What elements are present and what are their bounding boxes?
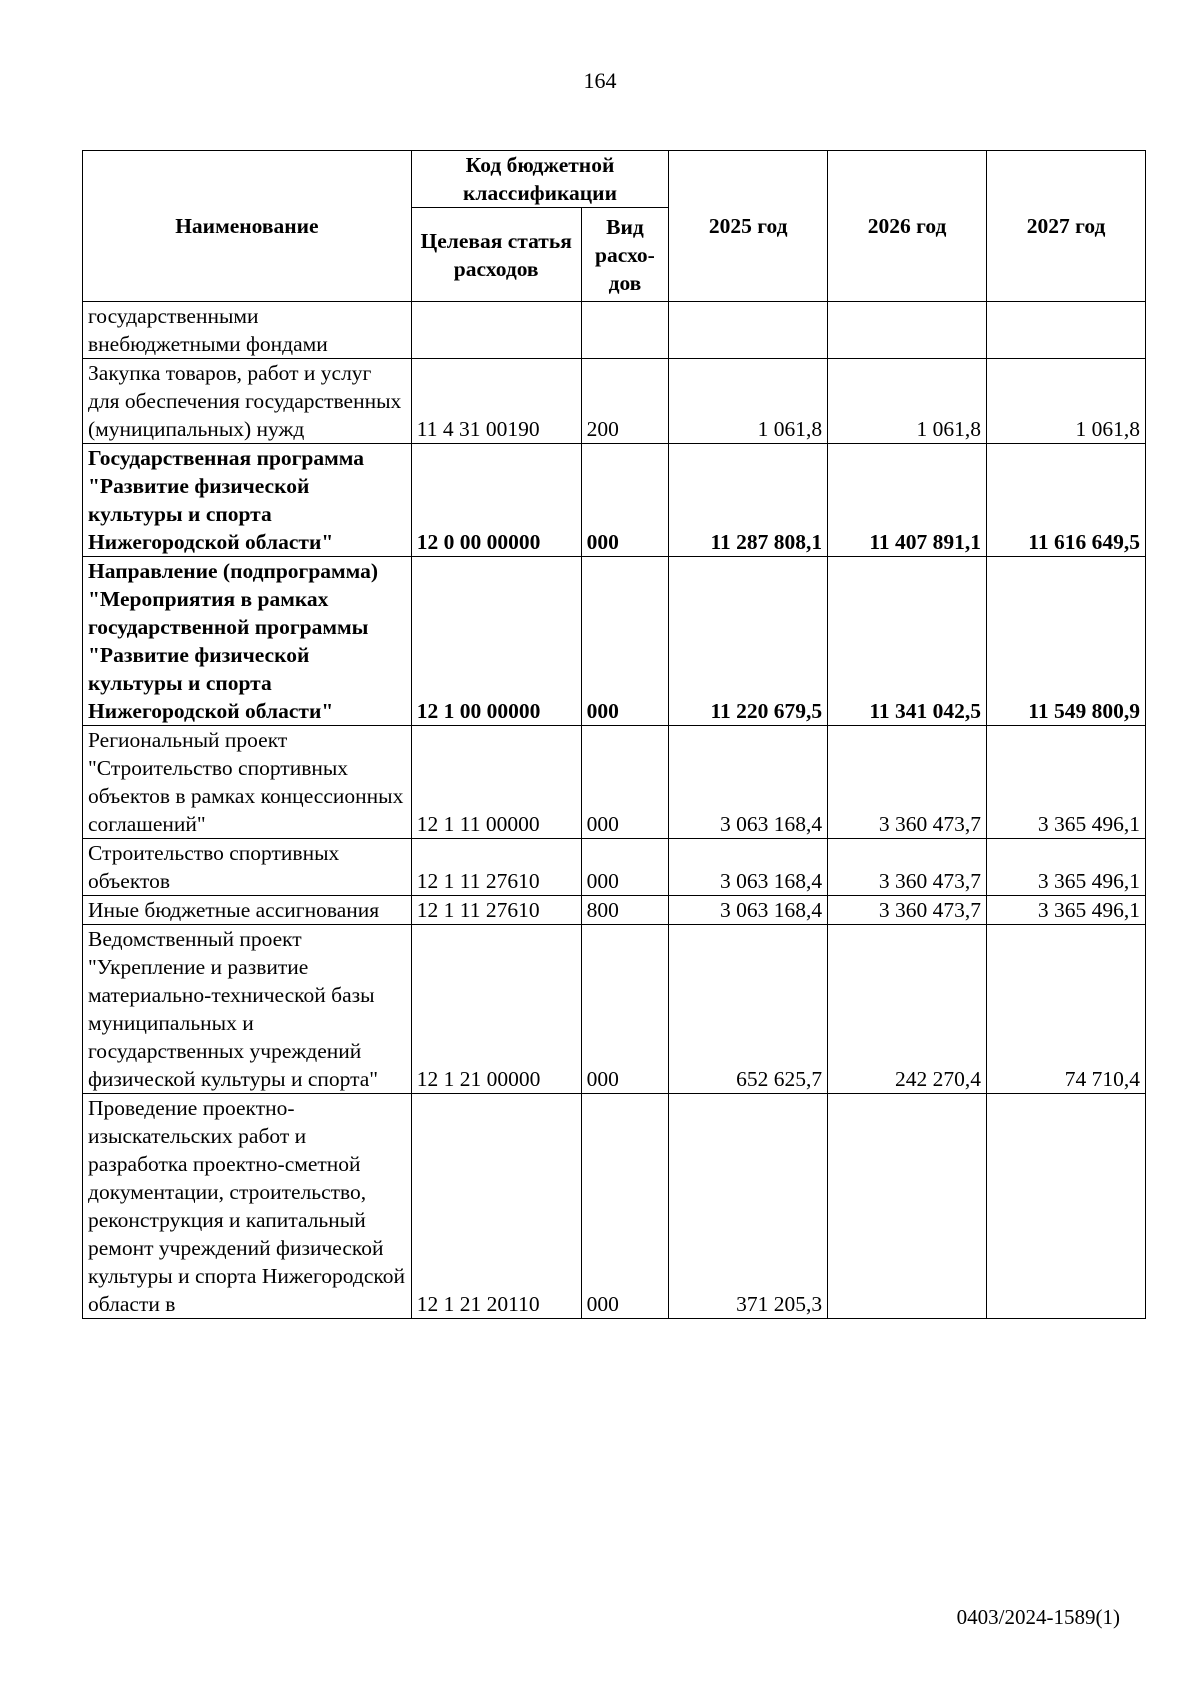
document-registration-code: 0403/2024-1589(1) xyxy=(956,1605,1120,1629)
row-name: Проведение проектно-изыскательских работ и разработка проектно-сметной документации, строительство, реконструкция и капитальный ремонт учреждений физической культуры и спорта Нижегородской области в xyxy=(83,1094,412,1319)
row-value-2025: 3 063 168,4 xyxy=(669,896,828,925)
table-row xyxy=(83,302,1146,359)
budget-table-body xyxy=(83,302,1146,1319)
table-row xyxy=(83,896,1146,925)
row-value-2025 xyxy=(669,302,828,359)
row-expense-type: 800 xyxy=(581,896,669,925)
row-value-2027: 11 616 649,5 xyxy=(987,444,1146,557)
row-value-2026: 242 270,4 xyxy=(828,925,987,1094)
row-value-2027 xyxy=(987,302,1146,359)
header-target-article: Целевая статья расходов xyxy=(411,208,581,302)
page-number: 164 xyxy=(583,68,617,93)
row-value-2027: 74 710,4 xyxy=(987,925,1146,1094)
row-value-2025: 371 205,3 xyxy=(669,1094,828,1319)
table-row xyxy=(83,444,1146,557)
row-value-2027: 1 061,8 xyxy=(987,359,1146,444)
table-row xyxy=(83,925,1146,1094)
table-row xyxy=(83,1094,1146,1319)
table-row xyxy=(83,839,1146,896)
row-value-2026: 11 341 042,5 xyxy=(828,557,987,726)
row-name: Направление (подпрограмма) "Мероприятия в рамках государственной программы "Развитие физической культуры и спорта Нижегородской области" xyxy=(83,557,412,726)
row-value-2026: 11 407 891,1 xyxy=(828,444,987,557)
row-target-code: 12 1 21 00000 xyxy=(411,925,581,1094)
row-name: Иные бюджетные ассигнования xyxy=(83,896,412,925)
header-year-2025: 2025 год xyxy=(669,151,828,302)
header-classification-group: Код бюджетной классификации xyxy=(411,151,669,208)
row-expense-type: 000 xyxy=(581,557,669,726)
row-target-code: 12 1 11 27610 xyxy=(411,839,581,896)
table-row xyxy=(83,557,1146,726)
row-name: Строительство спортивных объектов xyxy=(83,839,412,896)
row-expense-type: 000 xyxy=(581,444,669,557)
row-expense-type: 000 xyxy=(581,1094,669,1319)
row-target-code: 12 1 11 00000 xyxy=(411,726,581,839)
row-target-code: 12 1 11 27610 xyxy=(411,896,581,925)
row-name: государственными внебюджетными фондами xyxy=(83,302,412,359)
row-value-2026: 3 360 473,7 xyxy=(828,839,987,896)
row-expense-type: 200 xyxy=(581,359,669,444)
row-value-2026: 3 360 473,7 xyxy=(828,896,987,925)
row-target-code: 12 1 21 20110 xyxy=(411,1094,581,1319)
row-name: Региональный проект "Строительство спортивных объектов в рамках концессионных соглашений" xyxy=(83,726,412,839)
row-target-code: 12 0 00 00000 xyxy=(411,444,581,557)
row-name: Государственная программа "Развитие физической культуры и спорта Нижегородской области" xyxy=(83,444,412,557)
row-value-2026: 3 360 473,7 xyxy=(828,726,987,839)
row-name: Ведомственный проект "Укрепление и развитие материально-технической базы муниципальных и государственных учреждений физической культуры и спорта" xyxy=(83,925,412,1094)
row-target-code: 11 4 31 00190 xyxy=(411,359,581,444)
row-target-code: 12 1 00 00000 xyxy=(411,557,581,726)
table-row xyxy=(83,726,1146,839)
row-value-2027 xyxy=(987,1094,1146,1319)
row-expense-type xyxy=(581,302,669,359)
row-value-2025: 3 063 168,4 xyxy=(669,839,828,896)
row-value-2026: 1 061,8 xyxy=(828,359,987,444)
row-expense-type: 000 xyxy=(581,925,669,1094)
row-value-2027: 3 365 496,1 xyxy=(987,726,1146,839)
budget-table xyxy=(82,150,1146,1319)
header-name: Наименование xyxy=(83,151,412,302)
row-value-2025: 11 287 808,1 xyxy=(669,444,828,557)
row-value-2025: 1 061,8 xyxy=(669,359,828,444)
row-value-2027: 3 365 496,1 xyxy=(987,839,1146,896)
row-value-2026 xyxy=(828,302,987,359)
row-expense-type: 000 xyxy=(581,839,669,896)
row-expense-type: 000 xyxy=(581,726,669,839)
header-expense-type: Вид расхо- дов xyxy=(581,208,669,302)
row-value-2027: 3 365 496,1 xyxy=(987,896,1146,925)
header-year-2026: 2026 год xyxy=(828,151,987,302)
row-value-2025: 652 625,7 xyxy=(669,925,828,1094)
row-name: Закупка товаров, работ и услуг для обеспечения государственных (муниципальных) нужд xyxy=(83,359,412,444)
row-value-2027: 11 549 800,9 xyxy=(987,557,1146,726)
table-row xyxy=(83,359,1146,444)
row-target-code xyxy=(411,302,581,359)
row-value-2026 xyxy=(828,1094,987,1319)
header-year-2027: 2027 год xyxy=(987,151,1146,302)
row-value-2025: 3 063 168,4 xyxy=(669,726,828,839)
row-value-2025: 11 220 679,5 xyxy=(669,557,828,726)
